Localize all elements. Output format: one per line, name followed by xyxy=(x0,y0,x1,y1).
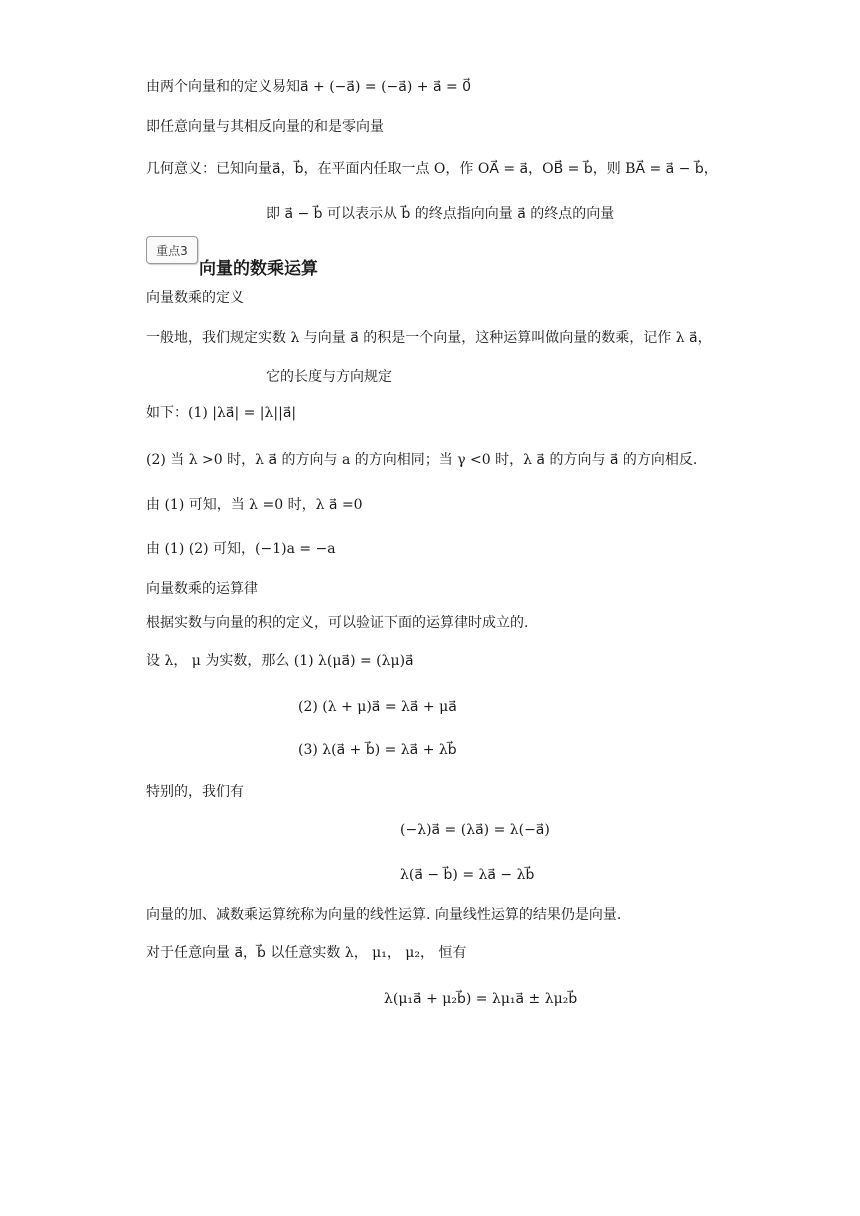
text-line: 几何意义：已知向量a⃗，b⃗，在平面内任取一点 O，作 OA⃗ = a⃗，OB⃗ = b⃗，则 BA⃗ = a⃗ − b⃗， xyxy=(146,161,718,177)
text-line: 向量数乘的定义 xyxy=(146,290,244,306)
text-line: 向量数乘的运算律 xyxy=(146,581,258,597)
formula: (2) (λ + μ)a⃗ = λa⃗ + μa⃗ xyxy=(298,699,457,715)
formula: λ(a⃗ − b⃗) = λa⃗ − λb⃗ xyxy=(400,867,535,883)
text-line: 特别的，我们有 xyxy=(146,784,244,800)
text-line: 由 (1) (2) 可知，(−1)a = −a xyxy=(146,541,336,557)
text-line: 由 (1) 可知，当 λ =0 时，λ a⃗ =0 xyxy=(146,497,363,513)
text-line: 即 a⃗ − b⃗ 可以表示从 b⃗ 的终点指向向量 a⃗ 的终点的向量 xyxy=(266,206,615,222)
text-line: (2) 当 λ >0 时，λ a⃗ 的方向与 a 的方向相同；当 γ <0 时，λ a⃗ 的方向与 a⃗ 的方向相反. xyxy=(146,452,698,468)
text-line: 根据实数与向量的积的定义，可以验证下面的运算律时成立的. xyxy=(146,615,529,631)
text-line: 由两个向量和的定义易知a⃗ + (−a⃗) = (−a⃗) + a⃗ = 0⃗ xyxy=(146,79,472,95)
formula: (−λ)a⃗ = (λa⃗) = λ(−a⃗) xyxy=(400,822,550,838)
text-line: 它的长度与方向规定 xyxy=(266,369,392,385)
key-point-badge: 重点3 xyxy=(146,236,198,264)
text-line: 如下：(1) |λa⃗| = |λ||a⃗| xyxy=(146,405,297,421)
formula: (3) λ(a⃗ + b⃗) = λa⃗ + λb⃗ xyxy=(298,742,457,758)
text-line: 即任意向量与其相反向量的和是零向量 xyxy=(146,119,384,135)
text-line: 一般地，我们规定实数 λ 与向量 a⃗ 的积是一个向量，这种运算叫做向量的数乘，记作 λ a⃗， xyxy=(146,330,712,346)
formula: λ(μ₁a⃗ + μ₂b⃗) = λμ₁a⃗ ± λμ₂b⃗ xyxy=(384,991,578,1007)
text-line: 对于任意向量 a⃗，b⃗ 以任意实数 λ， μ₁， μ₂， 恒有 xyxy=(146,945,467,961)
text-line: 向量的加、减数乘运算统称为向量的线性运算. 向量线性运算的结果仍是向量. xyxy=(146,907,622,923)
section-heading: 向量的数乘运算 xyxy=(199,259,318,279)
text-line: 设 λ， μ 为实数，那么 (1) λ(μa⃗) = (λμ)a⃗ xyxy=(146,653,414,669)
